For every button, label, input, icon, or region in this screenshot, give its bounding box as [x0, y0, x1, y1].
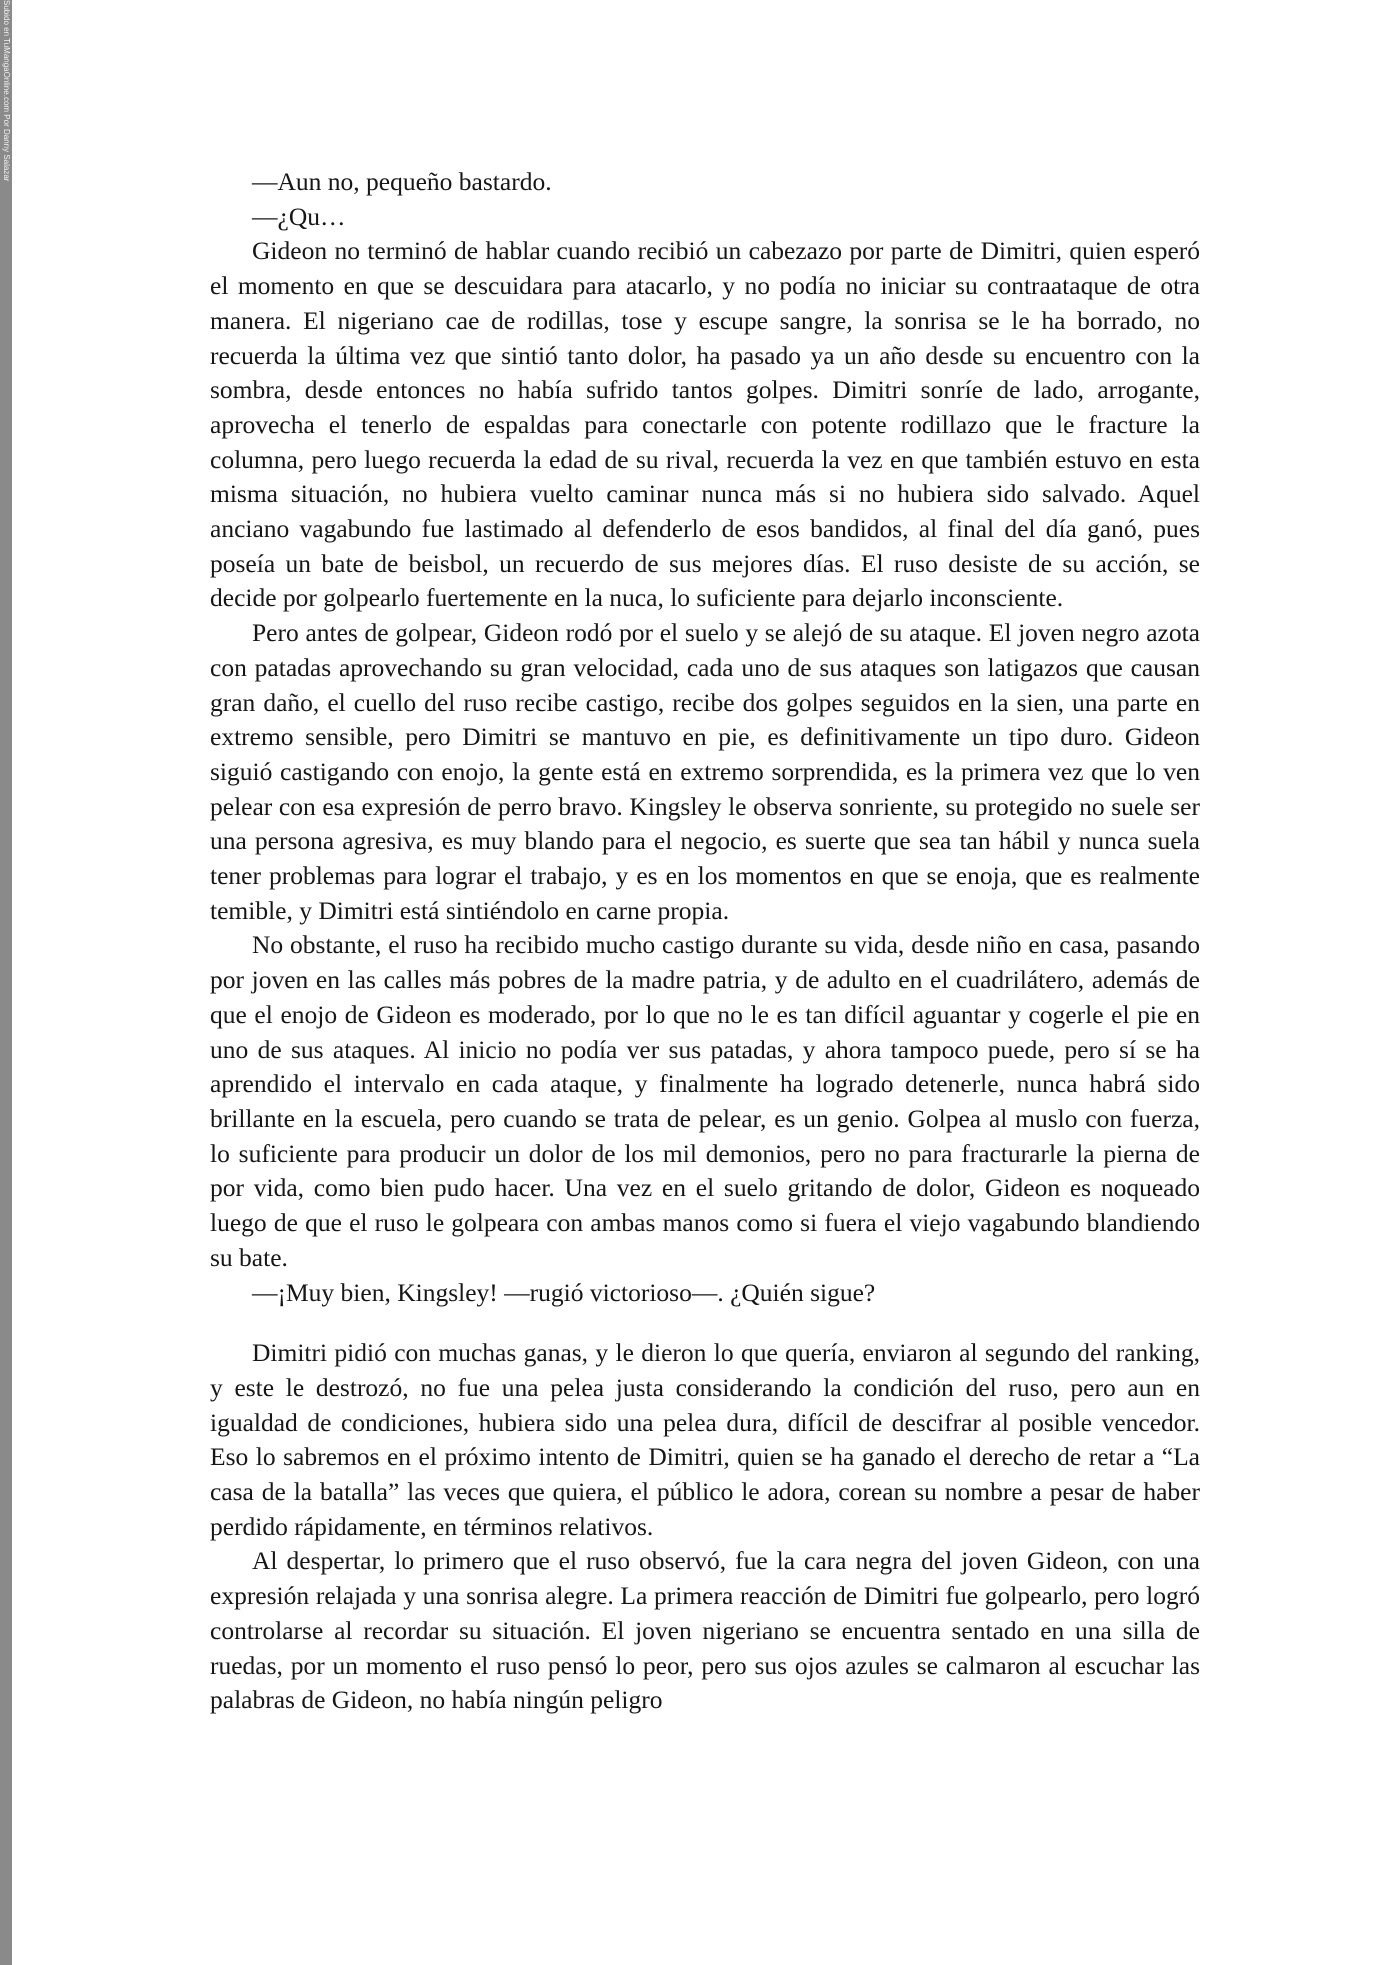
paragraph-2: Pero antes de golpear, Gideon rodó por el suelo y se alejó de su ataque. El joven negro azota con patadas aprovechando su gran velocidad, cada uno de sus ataques son latigazos que causan gran daño, el cuello del ruso recibe castigo, recibe dos golpes seguidos en la sien, una parte en extremo sensible, pero Dimitri se mantuvo en pie, es definitivamente un tipo duro. Gideon siguió castigando con enojo, la gente está en extremo sorprendida, es la primera vez que lo ven pelear con esa expresión de perro bravo. Kingsley le observa sonriente, su protegido no suele ser una persona agresiva, es muy blando para el negocio, es suerte que sea tan hábil y nunca suela tener problemas para lograr el trabajo, y es en los momentos en que se enoja, que es realmente temible, y Dimitri está sintiéndolo en carne propia. — [210, 618, 1200, 925]
paragraph-dialogue-2: —¿Qu… — [252, 201, 346, 231]
paragraph-4: Dimitri pidió con muchas ganas, y le dieron lo que quería, enviaron al segundo del ranking, y este le destrozó, no fue una pelea justa considerando la condición del ruso, pero aun en igualdad de condiciones, hubiera sido una pelea dura, difícil de descifrar al posible vencedor. Eso lo sabremos en el próximo intento de Dimitri, quien se ha ganado el derecho de retar a “La casa de la batalla” las veces que quiera, el público le adora, corean su nombre a pesar de haber perdido rápidamente, en términos relativos. — [210, 1338, 1200, 1541]
left-gutter — [0, 0, 12, 1965]
paragraph-5: Al despertar, lo primero que el ruso observó, fue la cara negra del joven Gideon, con una expresión relajada y una sonrisa alegre. La primera reacción de Dimitri fue golpearlo, pero logró controlarse al recordar su situación. El joven nigeriano se encuentra sentado en una silla de ruedas, por un momento el ruso pensó lo peor, pero sus ojos azules se calmaron al escuchar las palabras de Gideon, no había ningún peligro — [210, 1546, 1200, 1715]
paragraph-1: Gideon no terminó de hablar cuando recibió un cabezazo por parte de Dimitri, quien esperó el momento en que se descuidara para atacarlo, y no podía no iniciar su contraataque de otra manera. El nigeriano cae de rodillas, tose y escupe sangre, la sonrisa se le ha borrado, no recuerda la última vez que sintió tanto dolor, ha pasado ya un año desde su encuentro con la sombra, desde entonces no había sufrido tantos golpes. Dimitri sonríe de lado, arrogante, aprovecha el tenerlo de espaldas para conectarle con potente rodillazo que le fracture la columna, pero luego recuerda la edad de su rival, recuerda la vez en que también estuvo en esta misma situación, no hubiera vuelto caminar nunca más si no hubiera sido salvado. Aquel anciano vagabundo fue lastimado al defenderlo de esos bandidos, al final del día ganó, pues poseía un bate de beisbol, un recuerdo de sus mejores días. El ruso desiste de su acción, se decide por golpearlo fuertemente en la nuca, lo suficiente para dejarlo inconsciente. — [210, 236, 1200, 613]
paragraph-dialogue-1: —Aun no, pequeño bastardo. — [252, 167, 552, 196]
paragraph-dialogue-3: —¡Muy bien, Kingsley! —rugió victorioso—. ¿Quién sigue? — [252, 1277, 876, 1307]
paragraph-3: No obstante, el ruso ha recibido mucho castigo durante su vida, desde niño en casa, pasando por joven en las calles más pobres de la madre patria, y de adulto en el cuadrilátero, además de que el enojo de Gideon es moderado, por lo que no le es tan difícil aguantar y cogerle el pie en uno de sus ataques. Al inicio no podía ver sus patadas, y ahora tampoco puede, pero sí se ha aprendido el intervalo en cada ataque, y finalmente ha logrado detenerle, nunca habrá sido brillante en la escuela, pero cuando se trata de pelear, es un genio. Golpea al muslo con fuerza, lo suficiente para producir un dolor de los mil demonios, pero no para fracturarle la pierna de por vida, como bien pudo hacer. Una vez en el suelo gritando de dolor, Gideon es noqueado luego de que el ruso le golpeara con ambas manos como si fuera el viejo vagabundo blandiendo su bate. — [210, 930, 1200, 1272]
text-body — [210, 165, 1200, 1718]
upload-watermark: Subido en TuMangaOnline.com Por Danny Salazar — [2, 0, 11, 182]
section-break — [210, 1310, 1200, 1336]
